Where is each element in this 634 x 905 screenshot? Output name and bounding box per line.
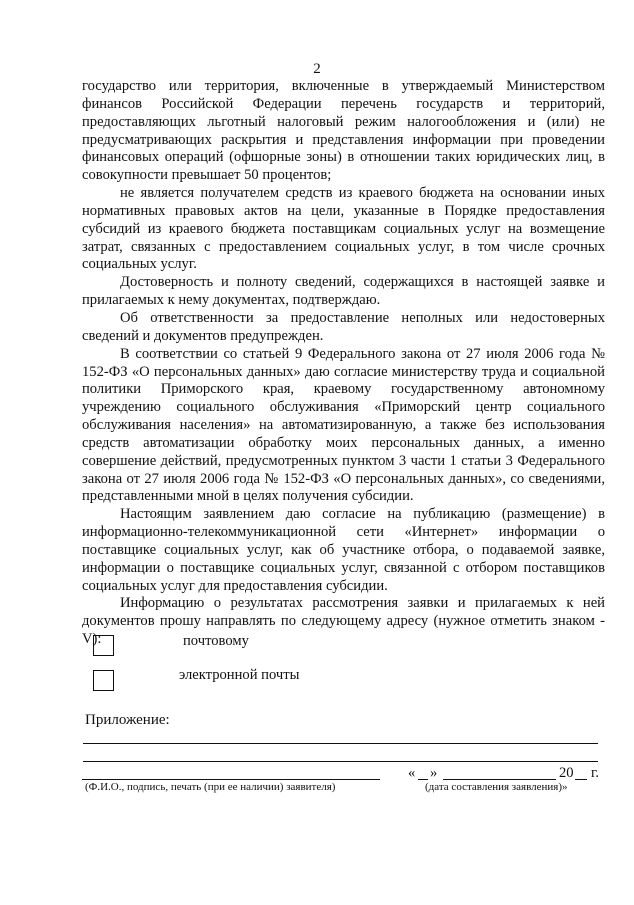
page-number: 2	[313, 61, 321, 77]
postal-checkbox[interactable]	[93, 635, 114, 656]
date-open-quote: «	[408, 765, 416, 781]
paragraph-offshore: государство или территория, включенные в утверждаемый Министерством финансов Российской Федерации перечень государств и территорий, предоставляющих льготный налоговый режим налогообложения и (или) не предусматривающих раскрытия и представления информации при проведении финансовых операций (офшорные зоны) в отношении таких юридических лиц, в совокупности превышает 50 процентов;	[82, 78, 605, 184]
month-blank	[443, 779, 556, 780]
postal-option-label: почтовому	[183, 633, 249, 649]
paragraph-responsibility: Об ответственности за предоставление неполных или недостоверных сведений и документов предупрежден.	[82, 309, 605, 344]
date-caption: (дата составления заявления)»	[425, 781, 568, 793]
document-body	[82, 78, 605, 649]
paragraph-reliability: Достоверность и полноту сведений, содержащихся в настоящей заявке и прилагаемых к нему документах, подтверждаю.	[82, 274, 605, 309]
signature-caption: (Ф.И.О., подпись, печать (при ее наличии) заявителя)	[85, 781, 336, 793]
day-blank	[418, 779, 428, 780]
attachment-line-1	[83, 743, 598, 744]
email-checkbox[interactable]	[93, 670, 114, 691]
attachment-label: Приложение:	[85, 712, 170, 728]
year-suffix: г.	[591, 765, 599, 781]
paragraph-delivery-method: Информацию о результатах рассмотрения заявки и прилагаемых к ней документов прошу направлять по следующему адресу (нужное отметить знаком - V):	[82, 595, 605, 648]
year-prefix: 20	[559, 765, 574, 781]
paragraph-not-recipient: не является получателем средств из краевого бюджета на основании иных нормативных правовых актов на цели, указанные в Порядке предоставления субсидий из краевого бюджета поставщикам социальных услуг на возмещение затрат, связанных с предоставлением социальных услуг, в том числе срочных социальных услуг.	[82, 185, 605, 273]
date-close-quote: »	[430, 765, 438, 781]
signature-line	[82, 779, 380, 780]
attachment-line-2	[83, 761, 598, 762]
email-option-label: электронной почты	[179, 667, 300, 683]
paragraph-personal-data: В соответствии со статьей 9 Федерального закона от 27 июля 2006 года № 152-ФЗ «О персональных данных» даю согласие министерству труда и социальной политики Приморского края, краевому государственному автономному учреждению социального обслуживания «Приморский центр социального обслуживания населения» на автоматизированную, а также без использования средств автоматизации обработку моих персональных данных, а именно совершение действий, предусмотренных пунктом 3 части 1 статьи 3 Федерального закона от 27 июля 2006 года № 152-ФЗ «О персональных данных», со сведениями, представленными мной в целях получения субсидии.	[82, 345, 605, 505]
year-blank	[575, 779, 587, 780]
paragraph-publication-consent: Настоящим заявлением даю согласие на публикацию (размещение) в информационно-телекоммуникационной сети «Интернет» информации о поставщике социальных услуг, как об участнике отбора, о подаваемой заявке, информации о поставщике социальных услуг, связанной с отбором поставщиков социальных услуг для предоставления субсидии.	[82, 506, 605, 594]
